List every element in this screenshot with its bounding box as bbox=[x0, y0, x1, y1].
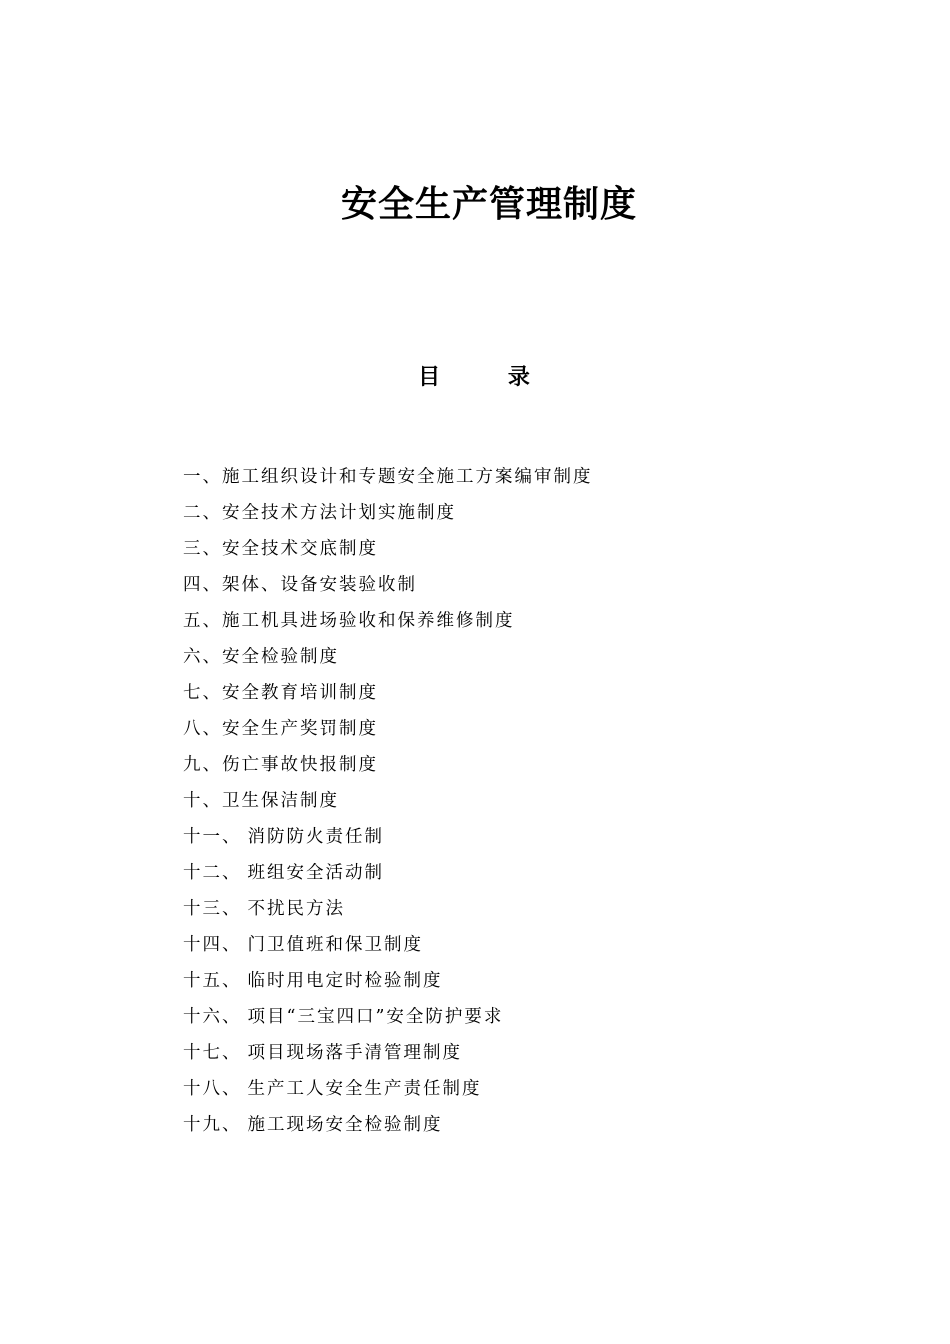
toc-item-label: 安全教育培训制度 bbox=[222, 683, 378, 703]
toc-item-label: 伤亡事故快报制度 bbox=[222, 755, 378, 775]
toc-item-number: 二、 bbox=[183, 503, 222, 523]
toc-item-label: 安全生产奖罚制度 bbox=[222, 719, 378, 739]
toc-item bbox=[183, 752, 593, 788]
toc-item-label: 门卫值班和保卫制度 bbox=[247, 935, 423, 955]
toc-item-number: 三、 bbox=[183, 539, 222, 559]
toc-item bbox=[183, 788, 593, 824]
toc-item-label: 安全检验制度 bbox=[222, 647, 339, 667]
toc-item bbox=[183, 464, 593, 500]
toc-item-label: 消防防火责任制 bbox=[247, 827, 384, 847]
toc-item-number: 四、 bbox=[183, 575, 222, 595]
toc-item-label: 临时用电定时检验制度 bbox=[247, 971, 443, 991]
toc-item-number: 一、 bbox=[183, 467, 222, 487]
toc-item-number: 五、 bbox=[183, 611, 222, 631]
toc-item bbox=[183, 572, 593, 608]
toc-item-number: 十九、 bbox=[183, 1115, 242, 1135]
toc-item-number: 十三、 bbox=[183, 899, 242, 919]
toc-heading: 目 录 bbox=[418, 364, 560, 390]
toc-item-number: 十一、 bbox=[183, 827, 242, 847]
toc-item bbox=[183, 896, 593, 932]
toc-item bbox=[183, 536, 593, 572]
toc-item-number: 十五、 bbox=[183, 971, 242, 991]
toc-item bbox=[183, 1112, 593, 1148]
document-title: 安全生产管理制度 bbox=[340, 183, 637, 225]
toc-item bbox=[183, 716, 593, 752]
toc-item-label: 项目“三宝四口”安全防护要求 bbox=[247, 1007, 504, 1027]
toc-item-label: 施工组织设计和专题安全施工方案编审制度 bbox=[222, 467, 593, 487]
toc-item-number: 十七、 bbox=[183, 1043, 242, 1063]
toc-item-label: 架体、设备安装验收制 bbox=[222, 575, 417, 595]
toc-item bbox=[183, 1040, 593, 1076]
toc-item-label: 项目现场落手清管理制度 bbox=[247, 1043, 462, 1063]
toc-item-number: 十八、 bbox=[183, 1079, 242, 1099]
toc-item bbox=[183, 860, 593, 896]
table-of-contents bbox=[183, 464, 593, 1148]
toc-item-number: 十四、 bbox=[183, 935, 242, 955]
toc-item bbox=[183, 1076, 593, 1112]
toc-item bbox=[183, 824, 593, 860]
toc-item-label: 卫生保洁制度 bbox=[222, 791, 339, 811]
toc-item-label: 不扰民方法 bbox=[247, 899, 345, 919]
toc-item-number: 九、 bbox=[183, 755, 222, 775]
toc-item-number: 十二、 bbox=[183, 863, 242, 883]
toc-item-label: 安全技术交底制度 bbox=[222, 539, 378, 559]
toc-item bbox=[183, 680, 593, 716]
toc-item-number: 六、 bbox=[183, 647, 222, 667]
toc-item bbox=[183, 500, 593, 536]
toc-item bbox=[183, 644, 593, 680]
toc-item-label: 生产工人安全生产责任制度 bbox=[247, 1079, 482, 1099]
toc-item bbox=[183, 1004, 593, 1040]
toc-item bbox=[183, 932, 593, 968]
toc-item-label: 安全技术方法计划实施制度 bbox=[222, 503, 456, 523]
toc-item-number: 八、 bbox=[183, 719, 222, 739]
toc-item-number: 十六、 bbox=[183, 1007, 242, 1027]
toc-item-label: 施工现场安全检验制度 bbox=[247, 1115, 443, 1135]
toc-item bbox=[183, 968, 593, 1004]
toc-item-label: 班组安全活动制 bbox=[247, 863, 384, 883]
toc-item-number: 七、 bbox=[183, 683, 222, 703]
toc-item-label: 施工机具进场验收和保养维修制度 bbox=[222, 611, 515, 631]
toc-item bbox=[183, 608, 593, 644]
toc-item-number: 十、 bbox=[183, 791, 222, 811]
